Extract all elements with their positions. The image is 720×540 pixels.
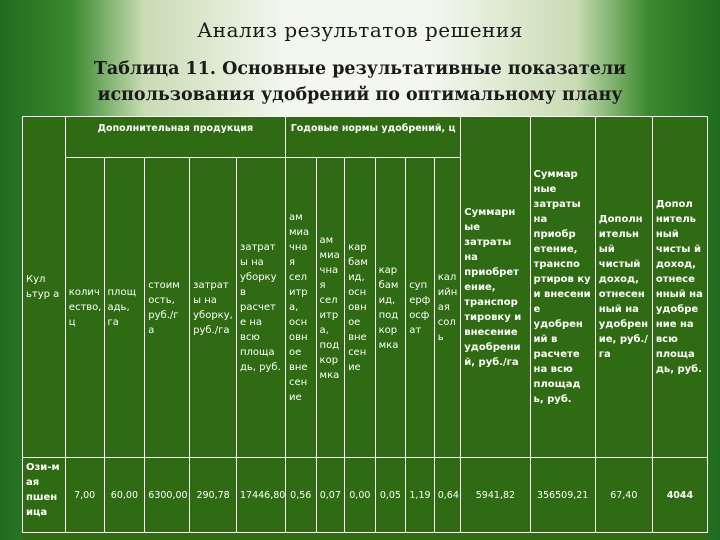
cell-quantity: 7,00: [65, 458, 104, 533]
slide-title: Анализ результатов решения: [197, 18, 523, 42]
cell-harvest-total: 17446,80: [237, 458, 286, 533]
cell-culture: Ози-м ая пшен ица: [23, 458, 66, 533]
header-carbamide-top: кар бам ид, под кор мка: [375, 158, 406, 458]
header-area: площ адь, га: [104, 158, 145, 458]
cell-nitrate-top: 0,07: [316, 458, 345, 533]
header-sum-per-ha: Суммарн ые затраты на приобрет ение, транспор тировку и внесение удобрени й, руб./га: [461, 117, 530, 458]
header-harvest-total: затрат ы на уборку в расчет е на всю площа дь, руб.: [237, 158, 286, 458]
header-quantity: колич ество, ц: [65, 158, 104, 458]
header-culture: Кул ьтур а: [23, 117, 66, 458]
header-harvest-per-ha: затрат ы на уборку, руб./га: [190, 158, 237, 458]
header-potash: кал ийн ая сол ь: [434, 158, 461, 458]
cell-potash: 0,64: [434, 458, 461, 533]
cell-harvest-per-ha: 290,78: [190, 458, 237, 533]
cell-cost: 6300,00: [145, 458, 190, 533]
cell-superphosphate: 1,19: [406, 458, 435, 533]
results-table: [22, 116, 708, 533]
header-fertilizer-norms: Годовые нормы удобрений, ц: [285, 117, 460, 158]
cell-carbamide-top: 0,05: [375, 458, 406, 533]
cell-nitrate-main: 0,56: [285, 458, 316, 533]
cell-area: 60,00: [104, 458, 145, 533]
table-row: [23, 458, 708, 533]
results-table-container: [22, 116, 708, 540]
cell-sum-total: 356509,21: [530, 458, 595, 533]
header-nitrate-top: ам миа чна я сел итр а, под кор мка: [316, 158, 345, 458]
header-net-per-ha: Дополн ительн ый чистый доход, отнесен ный на удобрен ие, руб./га: [595, 117, 652, 458]
cell-net-per-ha: 67,40: [595, 458, 652, 533]
header-net-total: Допол нитель ный чисты й доход, отнесе нный на удобре ние на всю площа дь, руб.: [652, 117, 707, 458]
header-row-1: [23, 117, 708, 158]
header-cost: стоим ость, руб./г а: [145, 158, 190, 458]
cell-net-total: 4044: [652, 458, 707, 533]
cell-sum-per-ha: 5941,82: [461, 458, 530, 533]
header-sum-total: Суммар ные затраты на приобр етение, транспо ртиров ку и внесени е удобрен ий в расчете на всю площад ь, руб.: [530, 117, 595, 458]
header-superphosphate: суп ерф осф ат: [406, 158, 435, 458]
cell-carbamide-main: 0,00: [345, 458, 376, 533]
header-extra-production: Дополнительная продукция: [65, 117, 285, 158]
header-nitrate-main: ам миа чна я сел итр а, осн овн ое вне сен ие: [285, 158, 316, 458]
header-carbamide-main: кар бам ид, осн овн ое вне сен ие: [345, 158, 376, 458]
table-caption: Таблица 11. Основные результативные показатели использования удобрений по оптимальному плану: [93, 59, 627, 105]
